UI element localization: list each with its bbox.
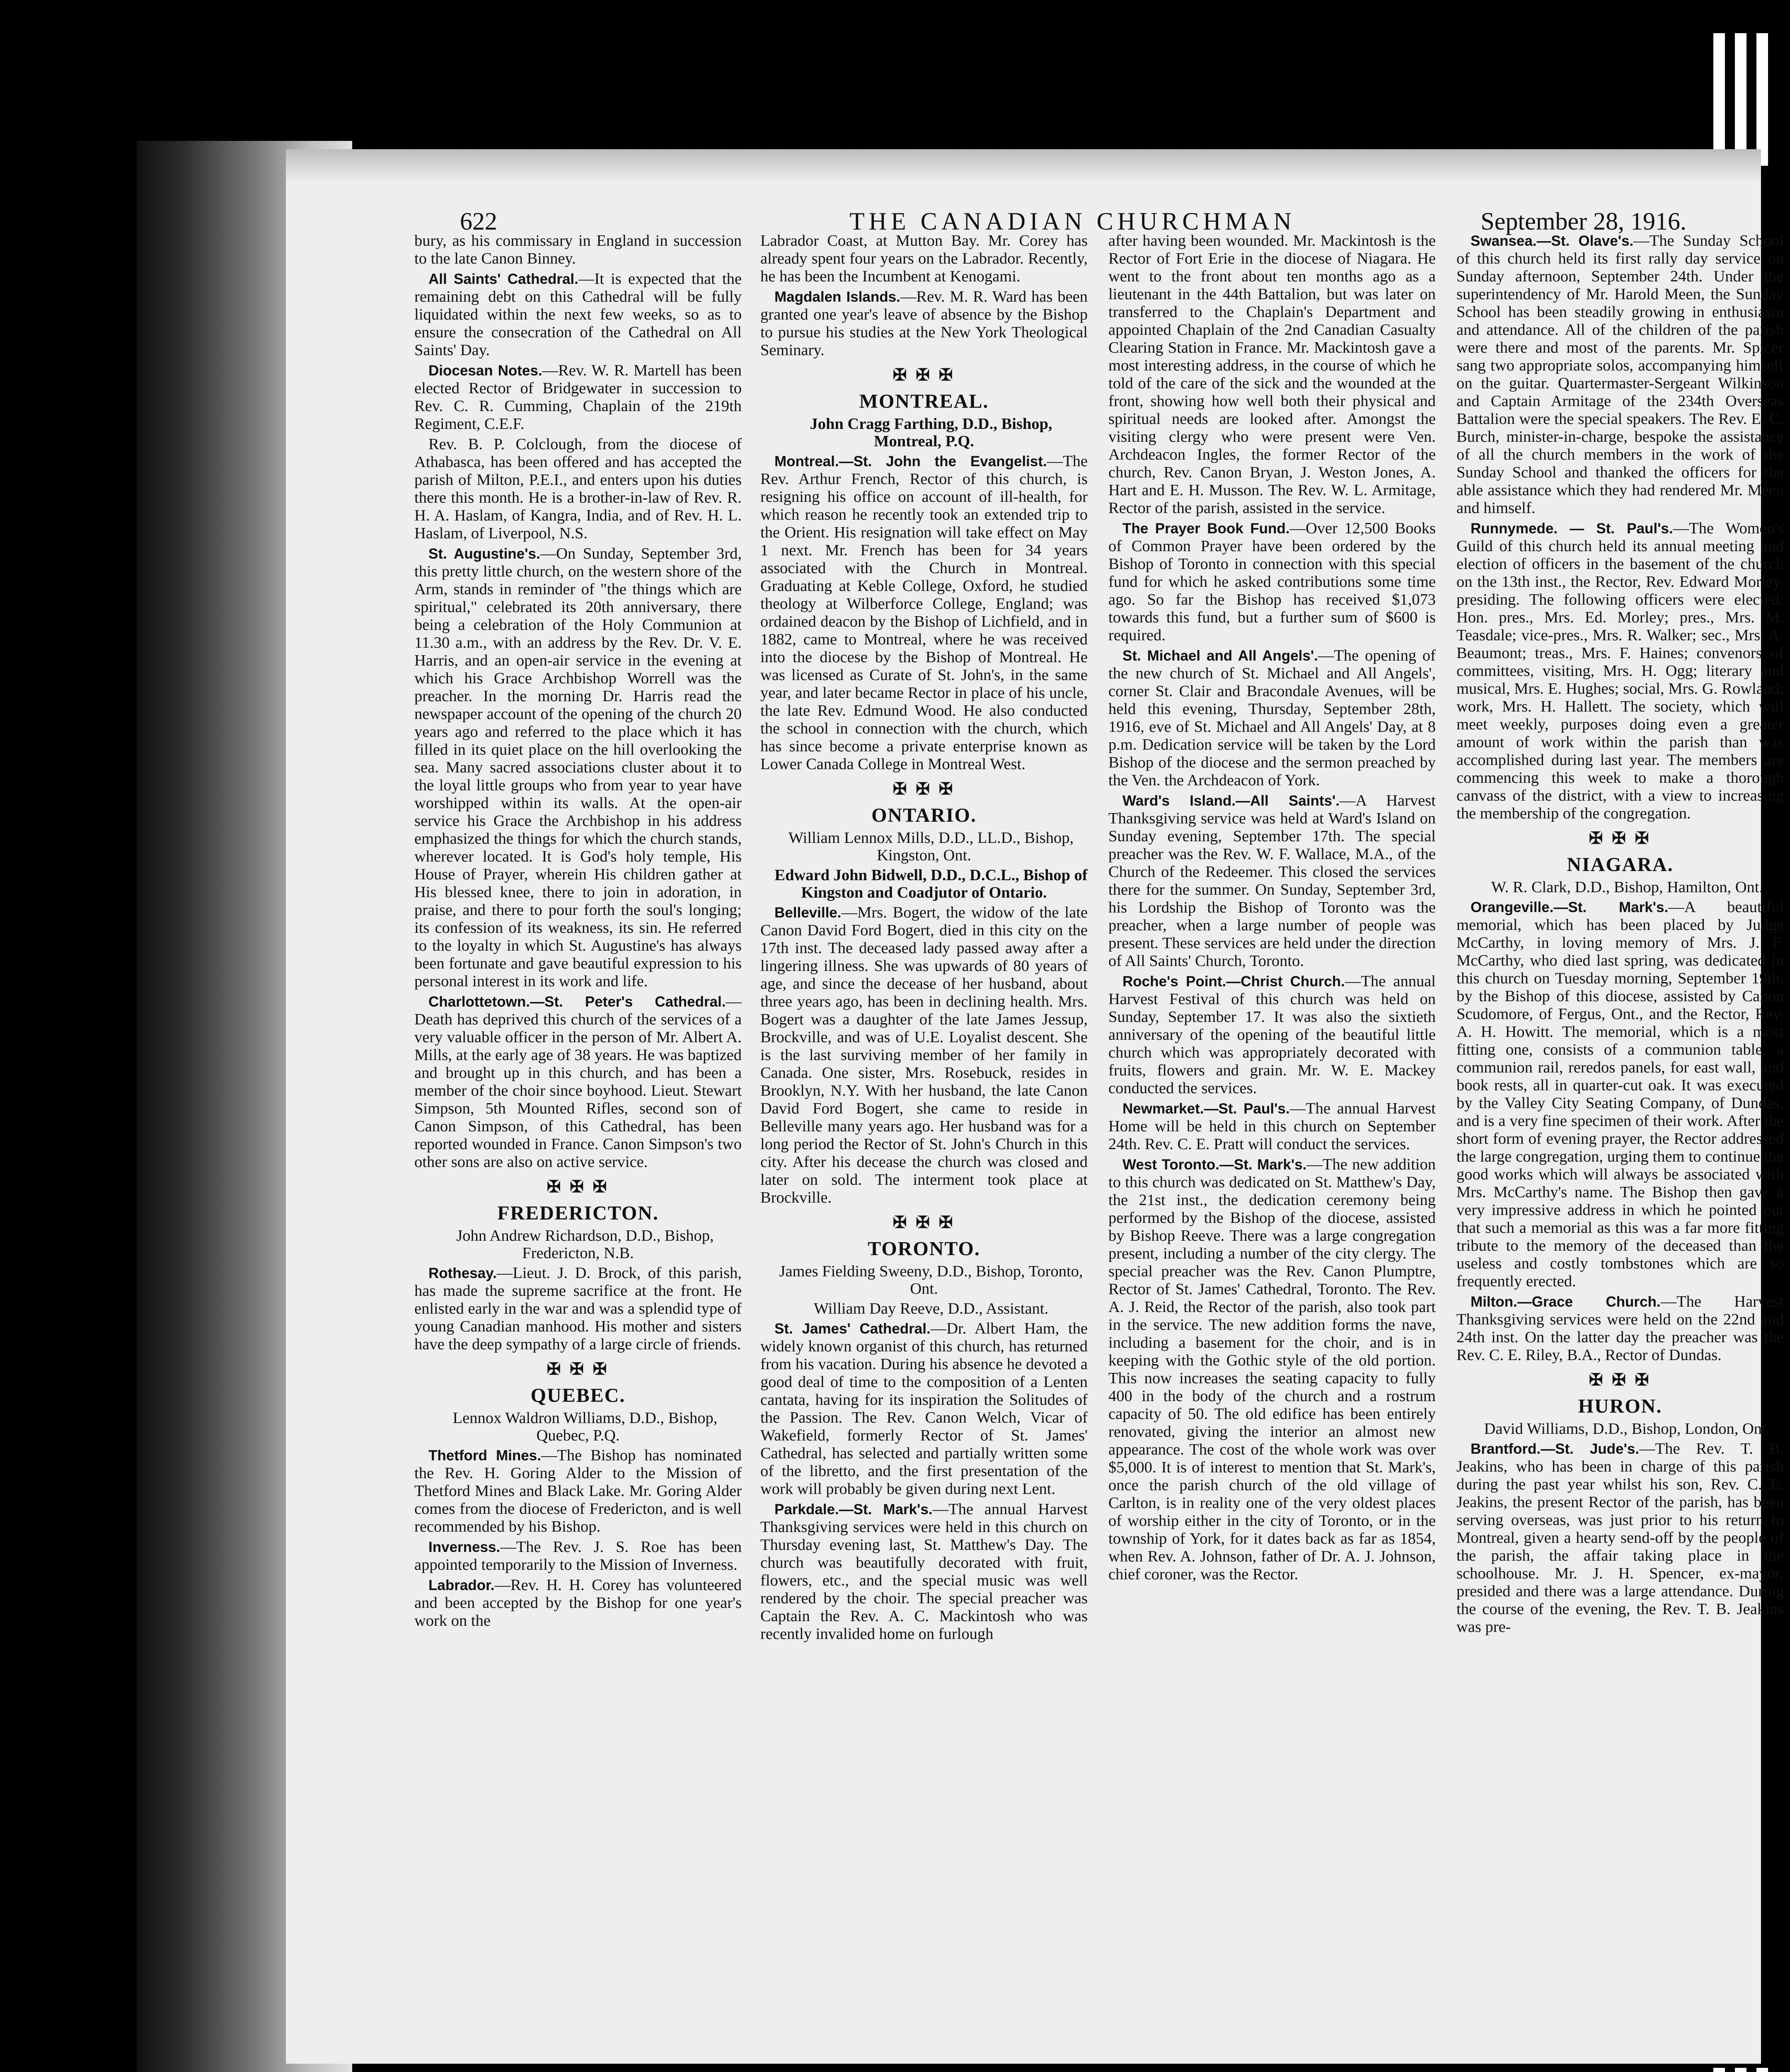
article-heading: The Prayer Book Fund. xyxy=(1122,520,1290,537)
article-heading: Runnymede. — St. Paul's. xyxy=(1471,520,1673,537)
article xyxy=(760,453,1088,773)
article-text: —The annual Harvest Home will be held in this church on September 24th. Rev. C. E. Pratt will conduct the services. xyxy=(1108,1100,1436,1153)
article xyxy=(414,1264,742,1353)
article xyxy=(760,288,1088,359)
column-3 xyxy=(1108,232,1436,2047)
ornament: ✠ ✠ ✠ xyxy=(893,1213,955,1232)
article xyxy=(760,1320,1088,1498)
article-heading: Newmarket.—St. Paul's. xyxy=(1122,1101,1290,1117)
article-heading: Roche's Point.—Christ Church. xyxy=(1122,973,1345,990)
article xyxy=(1108,1100,1436,1153)
page-number: 622 xyxy=(460,208,497,235)
article-text: —Over 12,500 Books of Common Prayer have been ordered by the Bishop of Toronto in connection with this special fund for which he asked contributions some time ago. So far the Bishop has received $1,073 towards this fund, but a further sum of $600 is required. xyxy=(1108,520,1436,644)
article xyxy=(1108,647,1436,789)
article-heading: Ward's Island.—All Saints'. xyxy=(1122,793,1340,809)
bishop-line: William Lennox Mills, D.D., LL.D., Bishop, Kingston, Ont. xyxy=(788,829,1074,864)
article xyxy=(414,1447,742,1536)
article xyxy=(1108,1156,1436,1583)
film-edge-marks xyxy=(1713,33,1775,166)
article xyxy=(760,904,1088,1207)
article-text: —Rev. M. R. Ward has been granted one year's leave of absence by the Bishop to pursue his studies at the New York Theological Seminary. xyxy=(760,288,1088,359)
article-text: —The Bishop has nominated the Rev. H. Goring Alder to the Mission of Thetford Mines and Black Lake. Mr. Goring Alder comes from the diocese of Fredericton, and is well recommended by his Bishop. xyxy=(414,1447,742,1535)
article xyxy=(414,993,742,1171)
article-heading: Belleville. xyxy=(774,905,842,921)
bishop-line: James Fielding Sweeny, D.D., Bishop, Toronto, Ont. xyxy=(779,1263,1083,1297)
article-text: —The new addition to this church was dedicated on St. Matthew's Day, the 21st inst., the dedication ceremony being performed by the Bishop of the diocese, assisted by Bishop Reeve. There was a large congregation present, including a number of the city clergy. The special preacher was the Rev. Canon Plumptre, Rector of St. James' Cathedral, Toronto. The Rev. A. J. Reid, the Rector of the parish, also took part in the service. The new addition forms the nave, including a basement for the choir, and is in keeping with the Gothic style of the old portion. This now increases the seating capacity to fully 400 in the body of the church and a rostrum capacity of 50. The old edifice has been entirely renovated, giving the interior an almost new appearance. The cost of the whole work was over $5,000. It is of interest to mention that St. Mark's, once the parish church of the old village of Carlton, is in reality one of the very oldest places of worship either in the city of Toronto, or in the township of York, for it dates back as far as 1854, when Rev. A. Johnson, father of Dr. A. J. Johnson, chief coroner, was the Rector. xyxy=(1108,1156,1436,1583)
article-text: —Dr. Albert Ham, the widely known organist of this church, has returned from his vacation. During his absence he devoted a good deal of time to the composition of a Lenten cantata, having for its inspiration the Solitudes of the Passion. The Rev. Canon Welch, Vicar of Wakefield, formerly Rector of St. James' Cathedral, has selected and partially written some of the libretto, and the first presentation of the work will probably be given during next Lent. xyxy=(760,1320,1088,1498)
article xyxy=(1108,792,1436,970)
film-edge-marks-bottom xyxy=(1713,2068,1775,2072)
article xyxy=(414,270,742,359)
ornament: ✠ ✠ ✠ xyxy=(547,1360,610,1378)
diocese-heading: MONTREAL. xyxy=(859,390,989,412)
article-heading: Inverness. xyxy=(428,1539,501,1555)
diocese-heading: HURON. xyxy=(1578,1395,1662,1417)
ornament: ✠ ✠ ✠ xyxy=(893,779,955,798)
paragraph: bury, as his commissary in England in succession to the late Canon Binney. xyxy=(414,232,742,267)
article-text: —Mrs. Bogert, the widow of the late Canon David Ford Bogert, died in this city on the 17th inst. The deceased lady passed away after a lingering illness. She was upwards of 80 years of age, and since the decease of her husband, about three years ago, has been in declining health. Mrs. Bogert was a daughter of the late James Jessup, Brockville, and was of U.E. Loyalist descent. She is the last surviving member of her family in Canada. One sister, Mrs. Rosebuck, resides in Brooklyn, N.Y. With her husband, the late Canon David Ford Bogert, she came to reside in Belleville many years ago. Her husband was for a long period the Rector of St. John's Church in this city. After his decease the church was closed and later on sold. The interment took place at Brockville. xyxy=(760,904,1088,1206)
paragraph: Rev. B. P. Colclough, from the diocese of Athabasca, has been offered and has accepted the parish of Milton, P.E.I., and enters upon his duties there this month. He is a brother-in-law of Rev. R. H. A. Haslam, of Kangra, India, and of Rev. H. L. Haslam, of Liverpool, N.S. xyxy=(414,436,742,542)
article-heading: Parkdale.—St. Mark's. xyxy=(774,1501,933,1518)
article-heading: Montreal.—St. John the Evangelist. xyxy=(774,453,1047,470)
article xyxy=(414,545,742,990)
ornament: ✠ ✠ ✠ xyxy=(1589,829,1652,847)
article-text: —The Rev. Arthur French, Rector of this church, is resigning his office on account of ill-health, for which reason he recently took an extended trip to the Orient. His resignation will take effect on May 1 next. Mr. French has been for 34 years associated with the Church in Montreal. Graduating at Keble College, Oxford, he studied theology at Wilberforce College, England; was ordained deacon by the Bishop of Lichfield, and in 1882, came to Montreal, where he was received into the diocese by the Bishop of Montreal. He was licensed as Curate of St. John's, in the same year, and later became Rector in place of his uncle, the late Rev. Edmund Wood. He also conducted the school in connection with the church, which has since become a private enterprise known as Lower Canada College in Montreal West. xyxy=(760,453,1088,773)
article-text: —The Women's Guild of this church held its annual meeting and election of officers in the basement of the church on the 13th inst., the Rector, Rev. Edward Morley, presiding. The following officers were elected: Hon. pres., Mrs. Ed. Morley; pres., Mrs. M. Teasdale; vice-pres., Mrs. R. Walker; sec., Mrs. A. Beaumont; treas., Mrs. F. Haines; convenors of committees, visiting, Mrs. H. Ogg; literary and musical, Mrs. E. Hughes; social, Mrs. G. Rowland; work, Mrs. H. Hallett. The society, which will meet weekly, purposes doing even a greater amount of work within the parish than was accomplished during last year. The members are commencing this week to make a thorough canvass of the district, with a view to increasing the membership of the congregation. xyxy=(1456,520,1784,822)
assistant-line: William Day Reeve, D.D., Assistant. xyxy=(813,1300,1049,1317)
paragraph: after having been wounded. Mr. Mackintosh is the Rector of Fort Erie in the diocese of Niagara. He went to the front about ten months ago as a lieutenant in the 44th Battalion, but was later on transferred to the Chaplain's Department and appointed Chaplain of the 2nd Canadian Casualty Clearing Station in France. Mr. Mackintosh gave a most interesting address, in the course of which he told of the care of the sick and the wounded at the front, showing how well both their physical and spiritual needs are looked after. Amongst the visiting clergy who were present were Ven. Archdeacon Ingles, the former Rector of the church, Rev. Canon Bryan, J. Weston Jones, A. Hart and E. H. Musson. The Rev. W. L. Armitage, Rector of the parish, assisted in the service. xyxy=(1108,232,1436,517)
article-heading: Orangeville.—St. Mark's. xyxy=(1471,899,1669,915)
column-2 xyxy=(760,232,1088,2047)
article-heading: Rothesay. xyxy=(428,1265,497,1281)
ornament: ✠ ✠ ✠ xyxy=(893,366,955,384)
article xyxy=(414,1576,742,1630)
article xyxy=(760,1501,1088,1643)
bishop-line: Lennox Waldron Williams, D.D., Bishop, Quebec, P.Q. xyxy=(452,1409,718,1444)
column-4 xyxy=(1456,232,1784,2047)
article-heading: Diocesan Notes. xyxy=(428,363,542,379)
article-text: —The Rev. T. B. Jeakins, who has been in charge of this parish during the past year whilst his son, Rev. C. E. Jeakins, the present Rector of the parish, has been serving overseas, was just prior to his return to Montreal, given a hearty send-off by the people of the parish, the affair taking place in the schoolhouse. Mr. J. H. Spencer, ex-mayor, presided and there was a large attendance. During the course of the evening, the Rev. T. B. Jeakins was pre- xyxy=(1456,1440,1784,1636)
bishop-line: W. R. Clark, D.D., Bishop, Hamilton, Ont. xyxy=(1491,879,1763,896)
paragraph: Labrador Coast, at Mutton Bay. Mr. Corey has already spent four years on the Labrador. Recently, he has been the Incumbent at Kenogami. xyxy=(760,232,1088,285)
article-text: —A Harvest Thanksgiving service was held at Ward's Island on Sunday evening, September 17th. The special preacher was the Rev. W. F. Wallace, M.A., of the Church of the Redeemer. This closed the services there for the summer. On Sunday, September 3rd, his Lordship the Bishop of Toronto was the preacher, when a large number of people was present. These services are held under the direction of All Saints' Church, Toronto. xyxy=(1108,792,1436,970)
article-text: —The Sunday School of this church held its first rally day service on Sunday afternoon, September 24th. Under the superintendency of Mr. Harold Meen, the Sunday School has been steadily growing in enthusiasm and attendance. All of the children of the parish were there and most of the parents. Mr. Spicer sang two appropriate solos, accompanying himself on the guitar. Quartermaster-Sergeant Wilkinson and Captain Armitage of the 234th Overseas Battalion were the special speakers. The Rev. E. C. Burch, minister-in-charge, bespoke the assistance of all the church members in the work of the Sunday School and thanked the officers for the able assistance which they had rendered Mr. Meen and himself. xyxy=(1456,232,1784,517)
article-text: —Rev. W. R. Martell has been elected Rector of Bridgewater in succession to Rev. C. R. Cumming, Chaplain of the 219th Regiment, C.E.F. xyxy=(414,362,742,433)
article xyxy=(414,362,742,433)
bishop-line: David Williams, D.D., Bishop, London, Ont. xyxy=(1484,1420,1771,1438)
article-heading: Magdalen Islands. xyxy=(774,289,900,305)
column-1 xyxy=(414,232,742,2047)
article-heading: Swansea.—St. Olave's. xyxy=(1471,233,1634,249)
article-heading: Labrador. xyxy=(428,1577,495,1593)
article-heading: West Toronto.—St. Mark's. xyxy=(1122,1157,1307,1173)
newspaper-page xyxy=(286,149,1784,2064)
article-text: —The Harvest Thanksgiving services were held on the 22nd and 24th inst. On the latter day the preacher was the Rev. C. E. Riley, B.A., Rector of Dundas. xyxy=(1456,1293,1784,1364)
diocese-heading: TORONTO. xyxy=(868,1238,980,1260)
diocese-heading: NIAGARA. xyxy=(1567,854,1674,876)
coadjutor-line: Edward John Bidwell, D.D., D.C.L., Bishop of Kingston and Coadjutor of Ontario. xyxy=(774,867,1088,901)
article-text: —On Sunday, September 3rd, this pretty little church, on the western shore of the Arm, stands in reminder of "the things which are spiritual," celebrated its 20th anniversary, there being a celebration of the Holy Communion at 11.30 a.m., with an address by the Rev. Dr. V. E. Harris, and an open-air service in the evening at which his Grace Archbishop Worrell was the preacher. In the morning Dr. Harris read the newspaper account of the opening of the church 20 years ago and referred to the place which it has filled in its quiet place on the hill overlooking the sea. Many sacred associations cluster about it to the loyal little groups who from year to year have worshipped within its walls. At the open-air service his Grace the Archbishop in his address emphasized the things for which the church stands, wherever located. It is God's holy temple, His House of Prayer, wherein His children gather at His blessed knee, there to join in adoration, in praise, and there to pour forth the soul's longing; its confession of its weakness, its sin. He referred to the loyalty in which St. Augustine's has always been fortunate and gave beautiful expression to his personal interest in its work and life. xyxy=(414,545,742,990)
bishop-line: John Andrew Richardson, D.D., Bishop, Fredericton, N.B. xyxy=(456,1227,714,1262)
article-text: —Lieut. J. D. Brock, of this parish, has made the supreme sacrifice at the front. He enlisted early in the war and was a splendid type of young Canadian manhood. His mother and sisters have the deep sympathy of a large circle of friends. xyxy=(414,1264,742,1353)
article-heading: St. James' Cathedral. xyxy=(774,1321,931,1337)
article xyxy=(1456,1440,1784,1636)
article-heading: Brantford.—St. Jude's. xyxy=(1471,1441,1640,1457)
article-text: —Death has deprived this church of the services of a very valuable officer in the person of Mr. Albert A. Mills, at the early age of 38 years. He was baptized and brought up in this church, and has been a member of the choir since boyhood. Lieut. Stewart Simpson, 5th Mounted Rifles, second son of Canon Simpson, of this Cathedral, has been reported wounded in France. Canon Simpson's two other sons are also on active service. xyxy=(414,993,742,1171)
article-text: —The Rev. J. S. Roe has been appointed temporarily to the Mission of Inverness. xyxy=(414,1538,742,1573)
article-text: —The annual Harvest Thanksgiving services were held in this church on Thursday evening last, St. Matthew's Day. The church was beautifully decorated with fruit, flowers, etc., and the special music was well rendered by the choir. The special preacher was Captain the Rev. A. C. Mackintosh who was recently invalided home on furlough xyxy=(760,1501,1088,1643)
article xyxy=(414,1538,742,1574)
article-heading: St. Michael and All Angels'. xyxy=(1122,648,1318,664)
article-heading: Milton.—Grace Church. xyxy=(1471,1294,1661,1310)
ornament: ✠ ✠ ✠ xyxy=(1589,1370,1652,1389)
diocese-heading: ONTARIO. xyxy=(871,804,977,826)
page-header xyxy=(286,186,1761,235)
article-text: —Rev. H. H. Corey has volunteered and been accepted by the Bishop for one year's work on the xyxy=(414,1576,742,1629)
article-heading: St. Augustine's. xyxy=(428,546,540,562)
article-heading: All Saints' Cathedral. xyxy=(428,271,578,287)
article-heading: Charlottetown.—St. Peter's Cathedral. xyxy=(428,994,726,1010)
article xyxy=(1456,1293,1784,1364)
article-text: —It is expected that the remaining debt on this Cathedral will be fully liquidated within the next few weeks, so as to ensure the consecration of the Cathedral on All Saints' Day. xyxy=(414,270,742,359)
diocese-heading: QUEBEC. xyxy=(530,1385,626,1406)
article xyxy=(1108,973,1436,1097)
bishop-line: John Cragg Farthing, D.D., Bishop, Montreal, P.Q. xyxy=(810,415,1052,450)
article-text: —A beautiful memorial, which has been placed by Judge McCarthy, in loving memory of Mrs. J. F. McCarthy, who died last spring, was dedicated in this church on Tuesday morning, September 19th, by the Bishop of this diocese, assisted by Canon Scudomore, of Fergus, Ont., and the Rector, Rev. A. H. Howitt. The memorial, which is a most fitting one, consists of a communion table, a communion rail, reredos panels, for east wall, and book rests, all in quarter-cut oak. It was executed by the Valley City Seating Company, of Dundas, and is a very fine specimen of their work. After the short form of evening prayer, the Rector addressed the large congregation, urging them to continue the good works which will always be associated with Mrs. McCarthy's name. The Bishop then gave a very impressive address in which he pointed out that such a memorial as this was a far more fitting tribute to the memory of the deceased than the useless and costly tombstones which are so frequently erected. xyxy=(1456,898,1784,1290)
page-curl-shadow xyxy=(286,149,1761,182)
masthead-title: THE CANADIAN CHURCHMAN xyxy=(849,208,1296,235)
article-text: —The annual Harvest Festival of this church was held on Sunday, September 17. It was also the sixtieth anniversary of the opening of the beautiful little church which was appropriately decorated with fruits, flowers and grain. Mr. W. E. Mackey conducted the services. xyxy=(1108,973,1436,1097)
ornament: ✠ ✠ ✠ xyxy=(547,1177,610,1196)
diocese-heading: FREDERICTON. xyxy=(497,1202,659,1224)
article xyxy=(1456,898,1784,1290)
article-text: —The opening of the new church of St. Michael and All Angels', corner St. Clair and Bracondale Avenues, will be held this evening, Thursday, September 28th, 1916, eve of St. Michael and All Angels' Day, at 8 p.m. Dedication service will be taken by the Lord Bishop of the diocese and the sermon preached by the Ven. the Archdeacon of York. xyxy=(1108,647,1436,789)
article xyxy=(1456,232,1784,517)
article-heading: Thetford Mines. xyxy=(428,1447,541,1464)
article xyxy=(1108,520,1436,644)
article xyxy=(1456,520,1784,823)
issue-date: September 28, 1916. xyxy=(1480,208,1686,235)
